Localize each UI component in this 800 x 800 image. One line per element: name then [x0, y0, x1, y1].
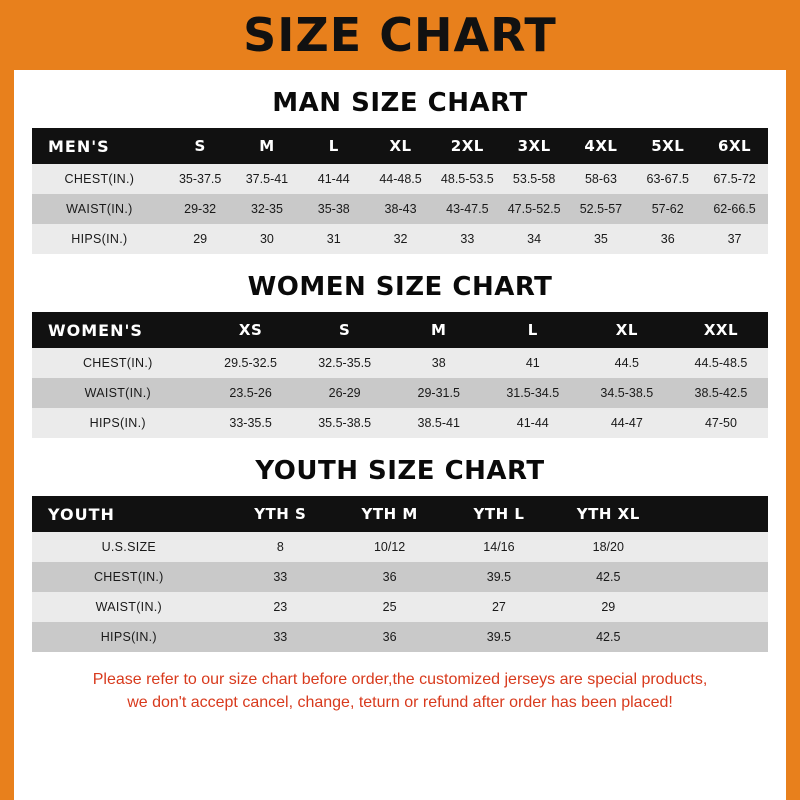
man-cell: 47.5-52.5	[501, 194, 568, 224]
women-section-title: WOMEN SIZE CHART	[247, 272, 553, 302]
man-cell: 58-63	[568, 164, 635, 194]
content	[14, 88, 786, 714]
man-row-label: CHEST(IN.)	[32, 164, 167, 194]
youth-cell: 14/16	[444, 532, 553, 562]
notice-line-1: Please refer to our size chart before order,the customized jerseys are special products,	[92, 671, 708, 688]
women-cell: 29-31.5	[392, 378, 486, 408]
youth-cell: 39.5	[444, 562, 553, 592]
man-cell: 29	[167, 224, 234, 254]
youth-size-table	[32, 496, 768, 652]
man-row-label: WAIST(IN.)	[32, 194, 167, 224]
youth-cell: 36	[335, 622, 444, 652]
man-cell: 33	[434, 224, 501, 254]
man-cell: 48.5-53.5	[434, 164, 501, 194]
man-size-table	[32, 128, 768, 254]
man-cell: 41-44	[300, 164, 367, 194]
women-size-header: XS	[204, 312, 298, 348]
man-size-header: 3XL	[501, 128, 568, 164]
youth-cell: 8	[226, 532, 335, 562]
man-size-header: S	[167, 128, 234, 164]
women-size-table	[32, 312, 768, 438]
table-row	[32, 562, 768, 592]
table-row	[32, 348, 768, 378]
man-cell: 35	[568, 224, 635, 254]
man-size-header: 4XL	[568, 128, 635, 164]
women-cell: 44.5-48.5	[674, 348, 768, 378]
women-cell: 47-50	[674, 408, 768, 438]
women-cell: 44.5	[580, 348, 674, 378]
man-cell: 37.5-41	[234, 164, 301, 194]
table-row	[32, 592, 768, 622]
banner-title: SIZE CHART	[243, 8, 557, 62]
youth-cell: 29	[554, 592, 663, 622]
women-row-label: CHEST(IN.)	[32, 348, 204, 378]
table-row	[32, 224, 768, 254]
youth-size-header: YTH L	[444, 496, 553, 532]
table-row	[32, 622, 768, 652]
man-cell: 44-48.5	[367, 164, 434, 194]
man-cell: 63-67.5	[634, 164, 701, 194]
man-cell: 29-32	[167, 194, 234, 224]
man-cell: 36	[634, 224, 701, 254]
youth-cell-spacer	[663, 562, 768, 592]
man-header-label: MEN'S	[32, 128, 167, 164]
man-cell: 32	[367, 224, 434, 254]
man-cell: 30	[234, 224, 301, 254]
women-size-header: S	[298, 312, 392, 348]
women-cell: 34.5-38.5	[580, 378, 674, 408]
women-cell: 38.5-41	[392, 408, 486, 438]
women-size-header: XXL	[674, 312, 768, 348]
youth-size-header: YTH M	[335, 496, 444, 532]
table-header-row	[32, 496, 768, 532]
youth-cell-spacer	[663, 592, 768, 622]
table-row	[32, 408, 768, 438]
women-cell: 31.5-34.5	[486, 378, 580, 408]
women-cell: 23.5-26	[204, 378, 298, 408]
youth-size-header: YTH S	[226, 496, 335, 532]
youth-cell: 27	[444, 592, 553, 622]
women-size-header: L	[486, 312, 580, 348]
women-cell: 32.5-35.5	[298, 348, 392, 378]
youth-section-title: YOUTH SIZE CHART	[255, 456, 545, 486]
women-cell: 35.5-38.5	[298, 408, 392, 438]
youth-cell: 18/20	[554, 532, 663, 562]
youth-cell: 33	[226, 622, 335, 652]
man-cell: 57-62	[634, 194, 701, 224]
youth-size-header: YTH XL	[554, 496, 663, 532]
youth-cell: 39.5	[444, 622, 553, 652]
women-row-label: WAIST(IN.)	[32, 378, 204, 408]
notice	[32, 668, 768, 714]
youth-cell-spacer	[663, 532, 768, 562]
man-cell: 43-47.5	[434, 194, 501, 224]
youth-cell: 42.5	[554, 562, 663, 592]
banner	[14, 0, 786, 70]
man-cell: 35-38	[300, 194, 367, 224]
youth-cell-spacer	[663, 622, 768, 652]
table-header-row	[32, 128, 768, 164]
women-cell: 41	[486, 348, 580, 378]
youth-cell: 33	[226, 562, 335, 592]
women-cell: 41-44	[486, 408, 580, 438]
women-row-label: HIPS(IN.)	[32, 408, 204, 438]
youth-row-label: HIPS(IN.)	[32, 622, 226, 652]
youth-cell: 42.5	[554, 622, 663, 652]
youth-cell: 36	[335, 562, 444, 592]
man-size-header: 2XL	[434, 128, 501, 164]
man-cell: 35-37.5	[167, 164, 234, 194]
women-cell: 33-35.5	[204, 408, 298, 438]
table-header-row	[32, 312, 768, 348]
man-size-header: M	[234, 128, 301, 164]
man-row-label: HIPS(IN.)	[32, 224, 167, 254]
youth-cell: 23	[226, 592, 335, 622]
women-cell: 44-47	[580, 408, 674, 438]
youth-row-label: WAIST(IN.)	[32, 592, 226, 622]
man-cell: 32-35	[234, 194, 301, 224]
man-section-title: MAN SIZE CHART	[272, 88, 528, 118]
notice-line-2: we don't accept cancel, change, teturn or refund after order has been placed!	[127, 694, 673, 712]
women-cell: 29.5-32.5	[204, 348, 298, 378]
youth-header-spacer	[663, 496, 768, 532]
man-cell: 62-66.5	[701, 194, 768, 224]
man-cell: 37	[701, 224, 768, 254]
man-cell: 52.5-57	[568, 194, 635, 224]
man-size-header: L	[300, 128, 367, 164]
youth-cell: 10/12	[335, 532, 444, 562]
youth-header-label: YOUTH	[32, 496, 226, 532]
man-size-header: 5XL	[634, 128, 701, 164]
table-row	[32, 378, 768, 408]
man-cell: 38-43	[367, 194, 434, 224]
man-cell: 34	[501, 224, 568, 254]
table-row	[32, 532, 768, 562]
youth-cell: 25	[335, 592, 444, 622]
man-size-header: 6XL	[701, 128, 768, 164]
youth-row-label: U.S.SIZE	[32, 532, 226, 562]
women-size-header: M	[392, 312, 486, 348]
women-cell: 38	[392, 348, 486, 378]
man-size-header: XL	[367, 128, 434, 164]
women-cell: 26-29	[298, 378, 392, 408]
man-cell: 31	[300, 224, 367, 254]
women-size-header: XL	[580, 312, 674, 348]
table-row	[32, 164, 768, 194]
youth-row-label: CHEST(IN.)	[32, 562, 226, 592]
table-row	[32, 194, 768, 224]
man-cell: 67.5-72	[701, 164, 768, 194]
man-cell: 53.5-58	[501, 164, 568, 194]
women-header-label: WOMEN'S	[32, 312, 204, 348]
women-cell: 38.5-42.5	[674, 378, 768, 408]
